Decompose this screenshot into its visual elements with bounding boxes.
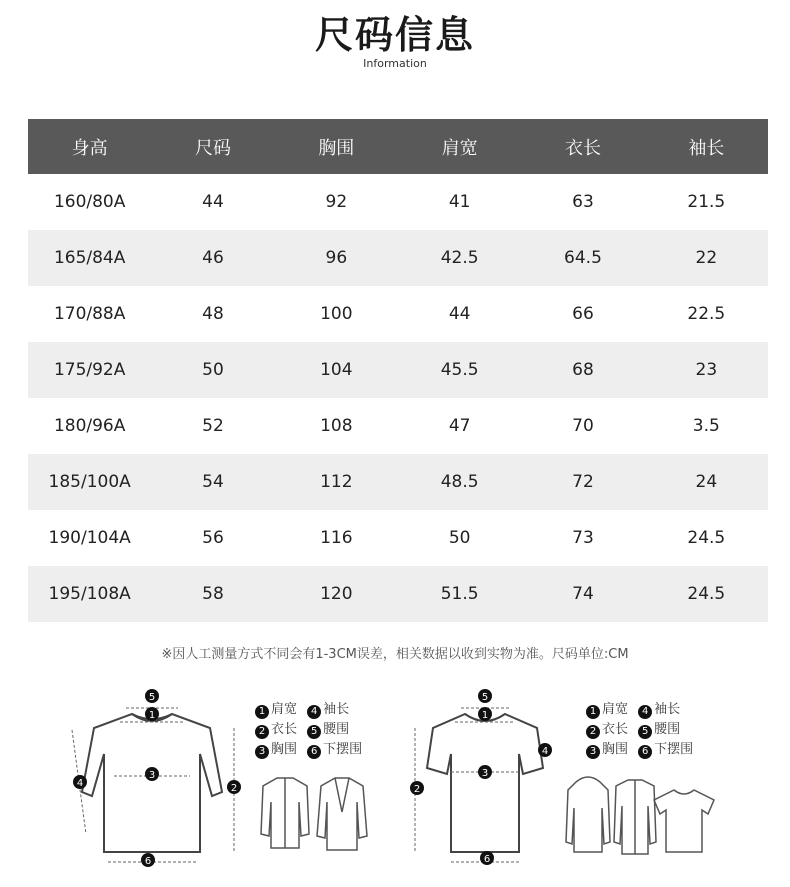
- legend-label: 下摆围: [323, 742, 363, 757]
- table-cell: 108: [320, 416, 353, 436]
- table-cell: 47: [448, 416, 471, 436]
- table-cell: 116: [320, 528, 353, 548]
- table-cell: 45.5: [398, 342, 521, 398]
- table-cell: 22: [645, 230, 768, 286]
- marker-label: 2: [230, 783, 238, 794]
- table-cell: 42.5: [398, 230, 521, 286]
- table-cell: 24: [645, 454, 768, 510]
- hoodie-icon: [566, 777, 610, 852]
- marker-label: 3: [481, 768, 489, 779]
- table-cell: 66: [572, 304, 594, 324]
- legend-right: 1 肩宽 4 袖长 2 衣长 5 腰围 3 胸围 6 下摆围: [586, 700, 699, 760]
- column-header: 尺码: [151, 119, 274, 174]
- column-header: 身高: [28, 119, 151, 174]
- legend-label: 袖长: [323, 702, 350, 717]
- longsleeve-icon: [82, 714, 222, 852]
- marker-label: 6: [483, 854, 491, 865]
- table-row: [28, 398, 768, 454]
- column-header: 胸围: [275, 119, 398, 174]
- marker-label: 5: [481, 692, 489, 703]
- garments-illustration: [562, 772, 722, 862]
- legend-label: 腰围: [654, 722, 681, 737]
- denim-jacket-icon: [261, 778, 309, 848]
- table-cell: 72: [521, 454, 644, 510]
- table-cell: 175/92A: [28, 342, 151, 398]
- table-cell: 50: [151, 342, 274, 398]
- legend-label: 肩宽: [602, 702, 629, 717]
- table-cell: 51.5: [398, 566, 521, 622]
- table-cell: 96: [275, 230, 398, 286]
- table-row: [28, 230, 768, 286]
- page-title: 尺码信息: [314, 13, 475, 57]
- legend-left: 1 肩宽 4 袖长 2 衣长 5 腰围 3 胸围 6 下摆围: [255, 700, 368, 760]
- table-cell: 22.5: [687, 304, 726, 324]
- table-cell: 92: [325, 192, 348, 212]
- column-header: 袖长: [645, 119, 768, 174]
- cardigan-icon: [614, 780, 656, 854]
- marker-label: 1: [148, 710, 156, 721]
- marker-label: 4: [76, 778, 84, 789]
- table-cell: 195/108A: [28, 566, 151, 622]
- table-row: [28, 174, 768, 230]
- table-cell: 44: [448, 304, 471, 324]
- table-cell: 180/96A: [53, 416, 126, 436]
- table-cell: 64.5: [521, 230, 644, 286]
- marker-label: 6: [144, 856, 152, 867]
- table-cell: 104: [275, 342, 398, 398]
- table-row: [28, 566, 768, 622]
- table-cell: 50: [448, 528, 471, 548]
- table-row: [28, 286, 768, 342]
- blazer-icon: [317, 778, 367, 850]
- legend-label: 胸围: [602, 742, 629, 757]
- table-cell: 58: [151, 566, 274, 622]
- table-cell: 24.5: [645, 566, 768, 622]
- marker-label: 3: [148, 770, 156, 781]
- table-cell: 44: [202, 192, 224, 212]
- size-table: [28, 119, 768, 622]
- table-cell: 21.5: [687, 192, 726, 212]
- marker-label: 5: [148, 692, 156, 703]
- table-header-row: [28, 119, 768, 174]
- table-cell: 63: [572, 192, 594, 212]
- table-row: [28, 342, 768, 398]
- column-header: 肩宽: [398, 119, 521, 174]
- table-cell: 120: [275, 566, 398, 622]
- marker-label: 4: [541, 746, 549, 757]
- legend-label: 下摆围: [654, 742, 694, 757]
- legend-label: 衣长: [271, 722, 298, 737]
- tshirt-icon: [427, 714, 543, 852]
- table-cell: 68: [521, 342, 644, 398]
- table-cell: 185/100A: [28, 454, 151, 510]
- table-cell: 100: [320, 304, 353, 324]
- table-cell: 56: [202, 528, 224, 548]
- table-cell: 165/84A: [28, 230, 151, 286]
- legend-label: 衣长: [602, 722, 629, 737]
- table-cell: 3.5: [692, 416, 720, 436]
- table-cell: 160/80A: [53, 192, 126, 212]
- table-cell: 46: [151, 230, 274, 286]
- table-cell: 24.5: [687, 528, 726, 548]
- table-cell: 23: [645, 342, 768, 398]
- table-cell: 48.5: [398, 454, 521, 510]
- table-cell: 74: [521, 566, 644, 622]
- legend-label: 腰围: [323, 722, 350, 737]
- table-cell: 48: [202, 304, 224, 324]
- legend-label: 胸围: [271, 742, 298, 757]
- table-cell: 190/104A: [48, 528, 131, 548]
- longsleeve-diagram: [62, 684, 252, 874]
- table-cell: 170/88A: [53, 304, 126, 324]
- table-cell: 41: [448, 192, 471, 212]
- column-header: 衣长: [521, 119, 644, 174]
- table-cell: 70: [572, 416, 594, 436]
- table-cell: 112: [275, 454, 398, 510]
- table-cell: 54: [151, 454, 274, 510]
- table-cell: 73: [572, 528, 594, 548]
- tshirt-diagram: [405, 684, 560, 874]
- jackets-illustration: [255, 772, 375, 857]
- marker-label: 1: [481, 710, 489, 721]
- table-row: [28, 510, 768, 566]
- legend-label: 肩宽: [271, 702, 298, 717]
- marker-label: 2: [413, 784, 421, 795]
- legend-label: 袖长: [654, 702, 681, 717]
- measurement-note: ※因人工测量方式不同会有1-3CM误差，相关数据以收到实物为准。尺码单位:CM: [161, 647, 629, 662]
- page-subtitle: Information: [363, 57, 427, 70]
- measure-markers: [73, 689, 241, 867]
- table-row: [28, 454, 768, 510]
- table-cell: 52: [202, 416, 224, 436]
- tshirt-small-icon: [654, 790, 714, 852]
